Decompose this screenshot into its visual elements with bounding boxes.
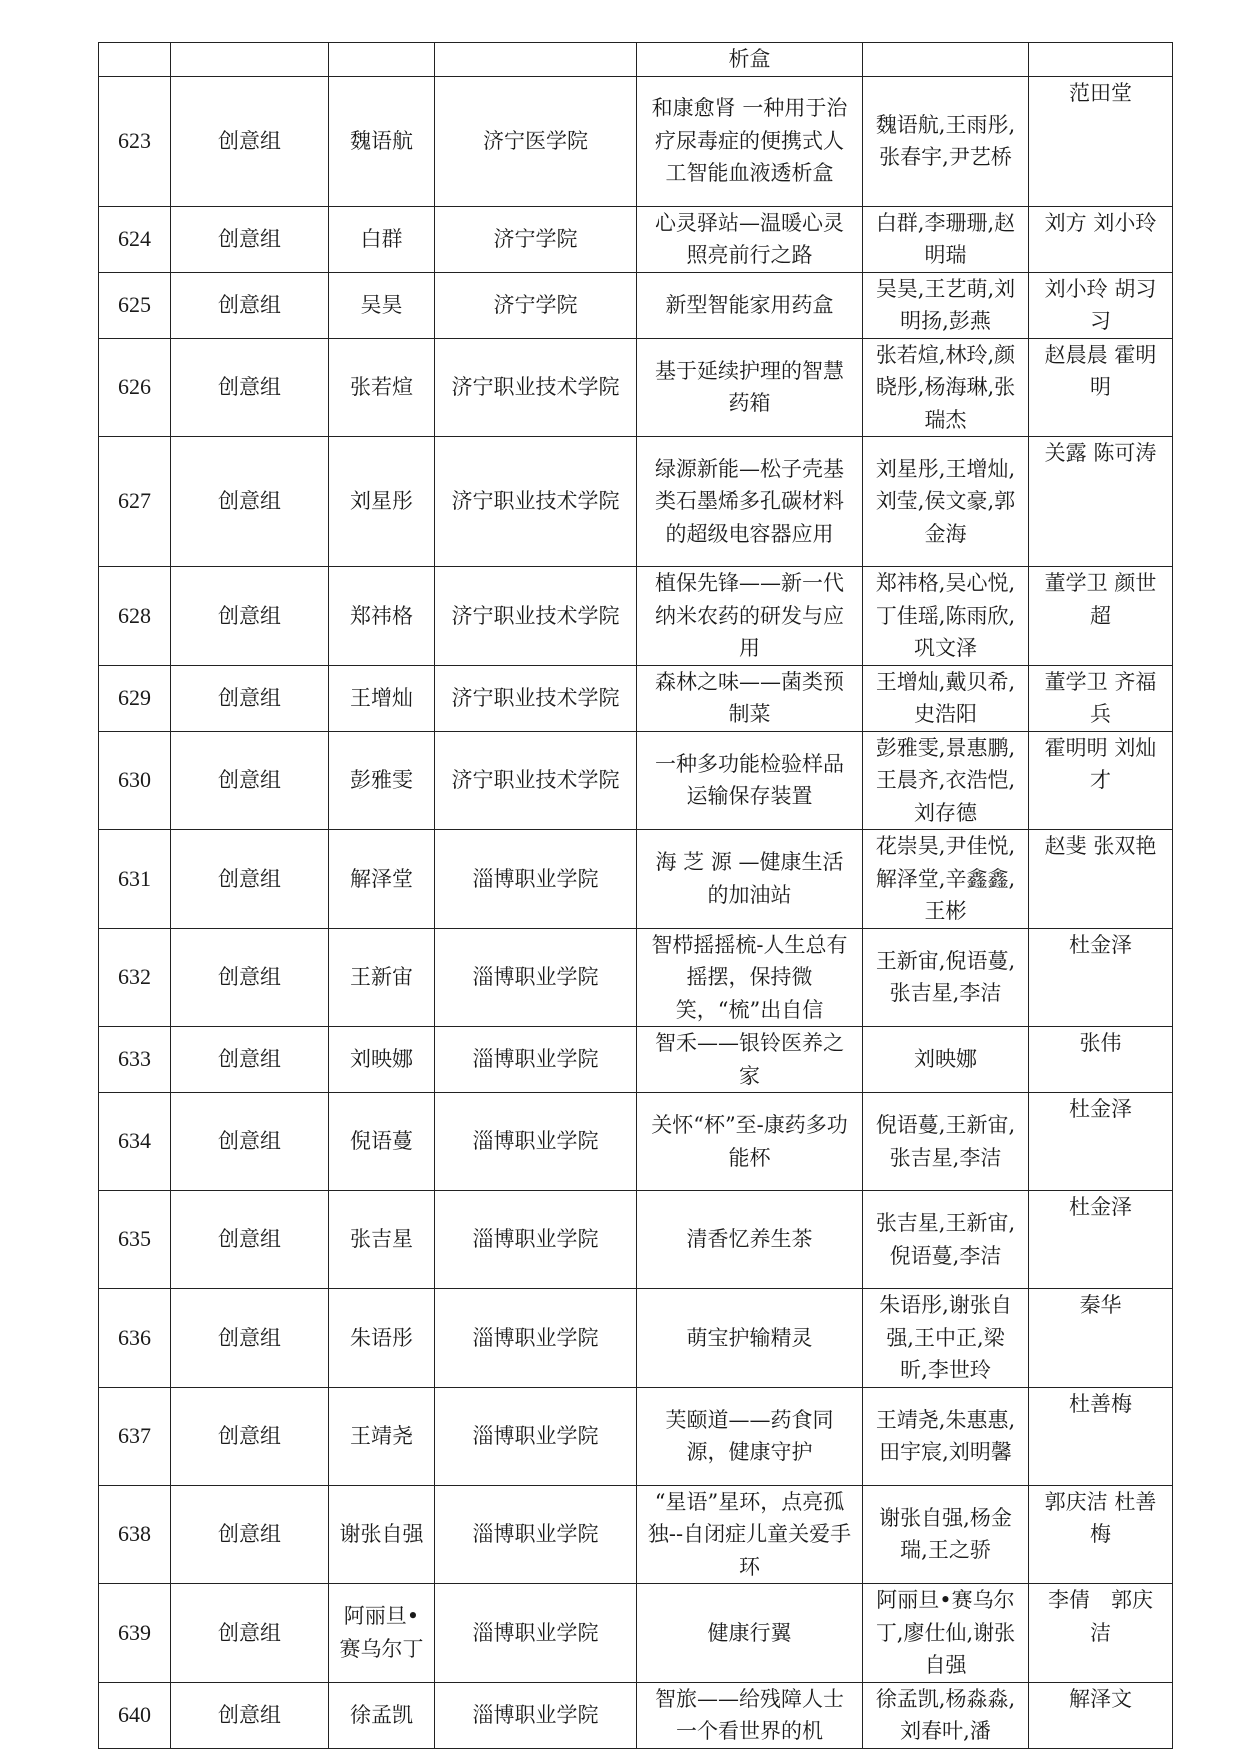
cell-no: 624 [99,206,171,272]
cell-advisor: 杜善梅 [1029,1387,1173,1485]
table-row [99,1485,1173,1584]
cell-group: 创意组 [171,830,329,929]
cell-project: 智旅——给残障人士一个看世界的机 [637,1682,863,1748]
cell-project: 基于延续护理的智慧药箱 [637,338,863,437]
table-row [99,830,1173,929]
table-body [99,43,1173,1749]
cell-group: 创意组 [171,1485,329,1584]
table-row [99,1387,1173,1485]
cell-no: 625 [99,272,171,338]
cell-advisor: 董学卫 颜世超 [1029,567,1173,666]
table-row [99,1093,1173,1191]
cell-leader: 徐孟凯 [329,1682,435,1748]
cell-members: 张若煊,林玲,颜晓彤,杨海琳,张瑞杰 [863,338,1029,437]
cell-advisor: 杜金泽 [1029,1093,1173,1191]
cell-project: 健康行翼 [637,1584,863,1683]
cell-school: 淄博职业学院 [435,1485,637,1584]
cell-advisor: 霍明明 刘灿才 [1029,731,1173,830]
cell-leader: 魏语航 [329,76,435,206]
cell-school: 淄博职业学院 [435,1584,637,1683]
cell-school: 淄博职业学院 [435,1093,637,1191]
cell-advisor: 范田堂 [1029,76,1173,206]
cell-project: 绿源新能—松子壳基类石墨烯多孔碳材料的超级电容器应用 [637,437,863,567]
cell-project: 清香忆养生茶 [637,1191,863,1289]
table-row [99,43,1173,77]
table-row [99,1584,1173,1683]
cell-advisor: 董学卫 齐福兵 [1029,665,1173,731]
table-row [99,665,1173,731]
cell-no: 633 [99,1027,171,1093]
cell-leader: 解泽堂 [329,830,435,929]
cell-school [435,43,637,77]
cell-leader: 白群 [329,206,435,272]
cell-leader [329,43,435,77]
cell-leader: 吴昊 [329,272,435,338]
cell-no: 638 [99,1485,171,1584]
cell-school: 淄博职业学院 [435,928,637,1027]
cell-leader: 刘星彤 [329,437,435,567]
cell-school: 淄博职业学院 [435,1682,637,1748]
cell-group: 创意组 [171,731,329,830]
cell-advisor: 赵晨晨 霍明明 [1029,338,1173,437]
cell-group: 创意组 [171,272,329,338]
cell-leader: 谢张自强 [329,1485,435,1584]
table-row [99,1682,1173,1748]
cell-leader: 张吉星 [329,1191,435,1289]
cell-project: 一种多功能检验样品运输保存装置 [637,731,863,830]
cell-group: 创意组 [171,1682,329,1748]
cell-project: 植保先锋——新一代纳米农药的研发与应用 [637,567,863,666]
table-row [99,1191,1173,1289]
cell-no: 632 [99,928,171,1027]
cell-advisor: 刘小玲 胡习习 [1029,272,1173,338]
cell-school: 淄博职业学院 [435,1387,637,1485]
cell-group: 创意组 [171,206,329,272]
cell-members: 王靖尧,朱惠惠,田宇宸,刘明馨 [863,1387,1029,1485]
cell-group [171,43,329,77]
table-row [99,76,1173,206]
cell-advisor: 杜金泽 [1029,928,1173,1027]
cell-members: 徐孟凯,杨淼淼,刘春叶,潘 [863,1682,1029,1748]
cell-group: 创意组 [171,1191,329,1289]
cell-project: 新型智能家用药盒 [637,272,863,338]
cell-advisor: 杜金泽 [1029,1191,1173,1289]
cell-leader: 朱语彤 [329,1289,435,1388]
cell-school: 济宁职业技术学院 [435,567,637,666]
cell-group: 创意组 [171,338,329,437]
cell-members: 吴昊,王艺萌,刘明扬,彭燕 [863,272,1029,338]
cell-members: 张吉星,王新宙,倪语蔓,李洁 [863,1191,1029,1289]
cell-project: 智栉摇摇梳-人生总有摇摆，保持微笑，“梳”出自信 [637,928,863,1027]
cell-members: 花崇昊,尹佳悦,解泽堂,辛鑫鑫,王彬 [863,830,1029,929]
cell-project: 森林之味——菌类预制菜 [637,665,863,731]
cell-advisor: 郭庆洁 杜善梅 [1029,1485,1173,1584]
cell-leader: 张若煊 [329,338,435,437]
cell-advisor: 关露 陈可涛 [1029,437,1173,567]
cell-members: 刘映娜 [863,1027,1029,1093]
cell-school: 济宁职业技术学院 [435,437,637,567]
cell-advisor: 解泽文 [1029,1682,1173,1748]
cell-no: 640 [99,1682,171,1748]
cell-members: 魏语航,王雨彤,张春宇,尹艺桥 [863,76,1029,206]
cell-no: 630 [99,731,171,830]
table-row [99,437,1173,567]
cell-members [863,43,1029,77]
cell-members: 白群,李珊珊,赵明瑞 [863,206,1029,272]
cell-advisor: 秦华 [1029,1289,1173,1388]
cell-advisor: 赵斐 张双艳 [1029,830,1173,929]
cell-leader: 王增灿 [329,665,435,731]
cell-group: 创意组 [171,1289,329,1388]
cell-group: 创意组 [171,1387,329,1485]
cell-project: 萌宝护输精灵 [637,1289,863,1388]
cell-group: 创意组 [171,567,329,666]
cell-no: 636 [99,1289,171,1388]
cell-project: 海 芝 源 —健康生活的加油站 [637,830,863,929]
cell-no: 634 [99,1093,171,1191]
cell-advisor [1029,43,1173,77]
cell-no: 626 [99,338,171,437]
cell-project: 关怀“杯”至-康药多功能杯 [637,1093,863,1191]
cell-school: 淄博职业学院 [435,1027,637,1093]
cell-no [99,43,171,77]
table-row [99,731,1173,830]
cell-no: 639 [99,1584,171,1683]
cell-group: 创意组 [171,1027,329,1093]
cell-school: 济宁医学院 [435,76,637,206]
cell-members: 阿丽旦•赛乌尔丁,廖仕仙,谢张自强 [863,1584,1029,1683]
cell-group: 创意组 [171,437,329,567]
cell-no: 623 [99,76,171,206]
cell-project: 智禾——银铃医养之家 [637,1027,863,1093]
cell-project: 析盒 [637,43,863,77]
cell-no: 635 [99,1191,171,1289]
cell-project: 芙颐道——药食同源，健康守护 [637,1387,863,1485]
cell-leader: 倪语蔓 [329,1093,435,1191]
cell-school: 淄博职业学院 [435,1289,637,1388]
cell-group: 创意组 [171,928,329,1027]
cell-leader: 王新宙 [329,928,435,1027]
cell-no: 629 [99,665,171,731]
cell-advisor: 刘方 刘小玲 [1029,206,1173,272]
table-row [99,206,1173,272]
table-row [99,338,1173,437]
cell-members: 王新宙,倪语蔓,张吉星,李洁 [863,928,1029,1027]
cell-members: 王增灿,戴贝希,史浩阳 [863,665,1029,731]
cell-leader: 阿丽旦•赛乌尔丁 [329,1584,435,1683]
table-row [99,272,1173,338]
cell-school: 济宁学院 [435,206,637,272]
cell-group: 创意组 [171,76,329,206]
table-row [99,1289,1173,1388]
cell-members: 朱语彤,谢张自强,王中正,梁昕,李世玲 [863,1289,1029,1388]
cell-project: 心灵驿站—温暖心灵照亮前行之路 [637,206,863,272]
cell-project: 和康愈肾 一种用于治疗尿毒症的便携式人工智能血液透析盒 [637,76,863,206]
cell-members: 倪语蔓,王新宙,张吉星,李洁 [863,1093,1029,1191]
cell-leader: 郑祎格 [329,567,435,666]
results-table [98,42,1173,1749]
cell-members: 刘星彤,王增灿,刘莹,侯文豪,郭金海 [863,437,1029,567]
cell-group: 创意组 [171,1093,329,1191]
cell-leader: 王靖尧 [329,1387,435,1485]
cell-advisor: 李倩 郭庆洁 [1029,1584,1173,1683]
cell-school: 淄博职业学院 [435,830,637,929]
cell-school: 济宁学院 [435,272,637,338]
cell-leader: 刘映娜 [329,1027,435,1093]
cell-members: 郑祎格,吴心悦,丁佳瑶,陈雨欣,巩文泽 [863,567,1029,666]
cell-advisor: 张伟 [1029,1027,1173,1093]
table-row [99,567,1173,666]
table-row [99,928,1173,1027]
cell-leader: 彭雅雯 [329,731,435,830]
table-row [99,1027,1173,1093]
cell-members: 谢张自强,杨金瑞,王之骄 [863,1485,1029,1584]
cell-members: 彭雅雯,景惠鹏,王晨齐,衣浩恺,刘存德 [863,731,1029,830]
cell-school: 济宁职业技术学院 [435,665,637,731]
cell-school: 淄博职业学院 [435,1191,637,1289]
cell-no: 628 [99,567,171,666]
cell-school: 济宁职业技术学院 [435,338,637,437]
cell-no: 637 [99,1387,171,1485]
cell-group: 创意组 [171,1584,329,1683]
cell-group: 创意组 [171,665,329,731]
cell-no: 631 [99,830,171,929]
cell-project: “星语”星环，点亮孤独--自闭症儿童关爱手环 [637,1485,863,1584]
cell-school: 济宁职业技术学院 [435,731,637,830]
cell-no: 627 [99,437,171,567]
